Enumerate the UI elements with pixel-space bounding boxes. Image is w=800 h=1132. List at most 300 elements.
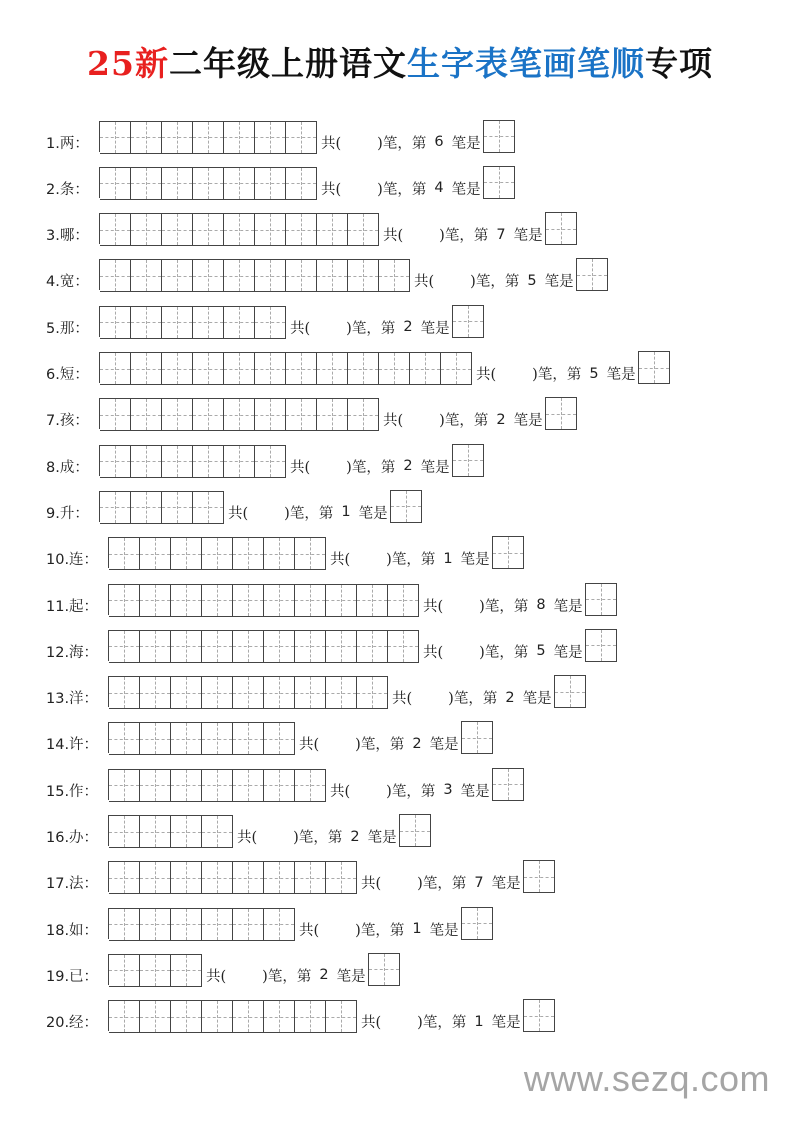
stroke-question (383, 409, 543, 430)
tian-grid-cell[interactable] (326, 861, 357, 894)
tian-grid-cell[interactable] (171, 537, 202, 570)
stroke-suffix: 笔是 (513, 413, 543, 430)
tian-grid-cell[interactable] (326, 676, 357, 709)
tian-grid-cell[interactable] (131, 445, 162, 478)
stroke-number: 7 (474, 874, 484, 891)
tian-grid-cell[interactable] (171, 722, 202, 755)
tian-grid-cell[interactable] (483, 120, 515, 153)
stroke-answer-box[interactable] (576, 258, 608, 291)
stroke-writing-grid (99, 306, 286, 337)
stroke-writing-grid (108, 584, 419, 615)
tian-grid-cell[interactable] (545, 397, 577, 430)
stroke-writing-grid (108, 908, 295, 939)
total-suffix: )笔，第 (284, 505, 334, 522)
stroke-writing-grid (108, 954, 202, 985)
question-row (46, 768, 524, 800)
question-row (46, 213, 577, 245)
tian-grid-cell[interactable] (131, 352, 162, 385)
total-suffix: )笔，第 (262, 968, 312, 985)
tian-grid-cell[interactable] (317, 213, 348, 246)
question-row (46, 166, 515, 198)
tian-grid-cell[interactable] (193, 213, 224, 246)
total-prefix: 共( (383, 228, 404, 245)
tian-grid-cell[interactable] (348, 352, 379, 385)
stroke-writing-grid (99, 167, 317, 198)
tian-grid-cell[interactable] (131, 306, 162, 339)
question-label: 17.法： (46, 876, 99, 893)
tian-grid-cell[interactable] (379, 352, 410, 385)
title-grade: 二年级上册语文 (168, 44, 407, 83)
tian-grid-cell[interactable] (399, 814, 431, 847)
tian-grid-cell[interactable] (100, 121, 131, 154)
tian-grid-cell[interactable] (100, 167, 131, 200)
tian-grid-cell[interactable] (140, 537, 171, 570)
tian-grid-cell[interactable] (171, 815, 202, 848)
question-label: 20.经： (46, 1015, 99, 1032)
tian-grid-cell[interactable] (264, 908, 295, 941)
question-label: 5.那： (46, 320, 89, 337)
tian-grid-cell[interactable] (545, 212, 577, 245)
tian-grid-cell[interactable] (202, 537, 233, 570)
tian-grid-cell[interactable] (224, 259, 255, 292)
tian-grid-cell[interactable] (202, 722, 233, 755)
total-prefix: 共( (330, 783, 351, 800)
tian-grid-cell[interactable] (233, 722, 264, 755)
total-prefix: 共( (361, 876, 382, 893)
tian-grid-cell[interactable] (224, 352, 255, 385)
stroke-question (321, 178, 481, 199)
tian-grid-cell[interactable] (286, 121, 317, 154)
question-label: 12.海： (46, 644, 99, 661)
stroke-answer-box[interactable] (399, 814, 431, 847)
tian-grid-cell[interactable] (255, 306, 286, 339)
stroke-question (361, 872, 521, 893)
tian-grid-cell[interactable] (452, 444, 484, 477)
tian-grid-cell[interactable] (171, 676, 202, 709)
stroke-number: 3 (443, 782, 453, 799)
total-suffix: )笔，第 (479, 644, 529, 661)
tian-grid-cell[interactable] (255, 352, 286, 385)
total-suffix: )笔，第 (470, 274, 520, 291)
tian-grid-cell[interactable] (109, 861, 140, 894)
tian-grid-cell[interactable] (368, 953, 400, 986)
tian-grid-cell[interactable] (326, 1000, 357, 1033)
tian-grid-cell[interactable] (131, 259, 162, 292)
stroke-answer-box[interactable] (585, 629, 617, 662)
stroke-number: 1 (341, 504, 351, 521)
tian-grid-cell[interactable] (140, 1000, 171, 1033)
tian-grid-cell[interactable] (162, 306, 193, 339)
tian-grid-cell[interactable] (255, 167, 286, 200)
stroke-question (299, 733, 459, 754)
tian-grid-cell[interactable] (100, 352, 131, 385)
question-label: 11.起： (46, 598, 99, 615)
stroke-writing-grid (108, 676, 388, 707)
tian-grid-cell[interactable] (295, 676, 326, 709)
tian-grid-cell[interactable] (162, 167, 193, 200)
tian-grid-cell[interactable] (131, 213, 162, 246)
stroke-question (299, 919, 459, 940)
tian-grid-cell[interactable] (264, 769, 295, 802)
tian-grid-cell[interactable] (638, 351, 670, 384)
stroke-answer-box[interactable] (452, 305, 484, 338)
tian-grid-cell[interactable] (109, 769, 140, 802)
question-label: 6.短： (46, 367, 89, 383)
tian-grid-cell[interactable] (233, 861, 264, 894)
tian-grid-cell[interactable] (140, 908, 171, 941)
tian-grid-cell[interactable] (202, 908, 233, 941)
tian-grid-cell[interactable] (131, 167, 162, 200)
tian-grid-cell[interactable] (100, 491, 131, 524)
tian-grid-cell[interactable] (233, 676, 264, 709)
tian-grid-cell[interactable] (131, 121, 162, 154)
tian-grid-cell[interactable] (171, 861, 202, 894)
stroke-number: 1 (474, 1013, 484, 1030)
tian-grid-cell[interactable] (461, 907, 493, 940)
total-prefix: 共( (423, 598, 444, 615)
question-row (46, 259, 608, 291)
tian-grid-cell[interactable] (233, 584, 264, 617)
tian-grid-cell[interactable] (131, 491, 162, 524)
tian-grid-cell[interactable] (264, 1000, 295, 1033)
question-row (46, 583, 617, 615)
question-label: 13.洋： (46, 691, 99, 708)
tian-grid-cell[interactable] (483, 166, 515, 199)
total-suffix: )笔，第 (439, 228, 489, 245)
stroke-question (290, 456, 450, 477)
total-prefix: 共( (423, 644, 444, 661)
stroke-number: 5 (527, 272, 537, 289)
tian-grid-cell[interactable] (348, 398, 379, 431)
total-suffix: )笔，第 (355, 922, 405, 939)
tian-grid-cell[interactable] (171, 584, 202, 617)
stroke-answer-box[interactable] (368, 953, 400, 986)
tian-grid-cell[interactable] (255, 398, 286, 431)
tian-grid-cell[interactable] (193, 352, 224, 385)
stroke-number: 5 (589, 365, 599, 382)
tian-grid-cell[interactable] (224, 306, 255, 339)
stroke-question (330, 780, 490, 801)
question-row (46, 1000, 555, 1032)
tian-grid-cell[interactable] (264, 861, 295, 894)
question-label: 16.办： (46, 830, 99, 846)
tian-grid-cell[interactable] (162, 352, 193, 385)
tian-grid-cell[interactable] (286, 213, 317, 246)
stroke-writing-grid (108, 815, 233, 846)
tian-grid-cell[interactable] (109, 537, 140, 570)
question-label: 2.条： (46, 181, 89, 198)
stroke-writing-grid (108, 861, 357, 892)
tian-grid-cell[interactable] (109, 722, 140, 755)
total-suffix: )笔，第 (346, 459, 396, 476)
stroke-answer-box[interactable] (554, 675, 586, 708)
stroke-question (321, 132, 481, 153)
tian-grid-cell[interactable] (452, 305, 484, 338)
tian-grid-cell[interactable] (255, 121, 286, 154)
question-row (46, 120, 515, 152)
tian-grid-cell[interactable] (224, 121, 255, 154)
stroke-suffix: 笔是 (544, 274, 574, 291)
stroke-answer-box[interactable] (452, 444, 484, 477)
tian-grid-cell[interactable] (233, 1000, 264, 1033)
question-row (46, 861, 555, 893)
tian-grid-cell[interactable] (233, 908, 264, 941)
total-suffix: )笔，第 (479, 598, 529, 615)
tian-grid-cell[interactable] (585, 629, 617, 662)
stroke-suffix: 笔是 (553, 598, 583, 615)
tian-grid-cell[interactable] (326, 630, 357, 663)
tian-grid-cell[interactable] (202, 584, 233, 617)
tian-grid-cell[interactable] (461, 721, 493, 754)
tian-grid-cell[interactable] (295, 769, 326, 802)
stroke-suffix: 笔是 (420, 459, 450, 476)
tian-grid-cell[interactable] (379, 259, 410, 292)
tian-grid-cell[interactable] (109, 954, 140, 987)
tian-grid-cell[interactable] (100, 398, 131, 431)
tian-grid-cell[interactable] (162, 121, 193, 154)
question-label: 4.宽： (46, 274, 89, 291)
tian-grid-cell[interactable] (264, 537, 295, 570)
tian-grid-cell[interactable] (523, 999, 555, 1032)
question-label: 3.哪： (46, 228, 89, 245)
stroke-question (290, 317, 450, 338)
tian-grid-cell[interactable] (286, 259, 317, 292)
question-label: 19.已： (46, 968, 99, 985)
tian-grid-cell[interactable] (286, 398, 317, 431)
tian-grid-cell[interactable] (140, 630, 171, 663)
tian-grid-cell[interactable] (388, 630, 419, 663)
tian-grid-cell[interactable] (348, 213, 379, 246)
tian-grid-cell[interactable] (390, 490, 422, 523)
tian-grid-cell[interactable] (286, 352, 317, 385)
title-year: 25新 (87, 44, 169, 83)
tian-grid-cell[interactable] (523, 860, 555, 893)
stroke-writing-grid (108, 769, 326, 800)
tian-grid-cell[interactable] (317, 352, 348, 385)
stroke-number: 2 (403, 458, 413, 475)
tian-grid-cell[interactable] (317, 259, 348, 292)
stroke-number: 7 (496, 226, 506, 243)
tian-grid-cell[interactable] (171, 769, 202, 802)
question-row (46, 444, 484, 476)
stroke-answer-box[interactable] (492, 536, 524, 569)
stroke-suffix: 笔是 (513, 228, 543, 245)
tian-grid-cell[interactable] (162, 398, 193, 431)
tian-grid-cell[interactable] (100, 306, 131, 339)
stroke-question (206, 965, 366, 986)
tian-grid-cell[interactable] (295, 537, 326, 570)
total-suffix: )笔，第 (377, 181, 427, 198)
tian-grid-cell[interactable] (224, 167, 255, 200)
stroke-number: 2 (505, 689, 515, 706)
tian-grid-cell[interactable] (255, 445, 286, 478)
stroke-suffix: 笔是 (491, 1015, 521, 1032)
tian-grid-cell[interactable] (100, 259, 131, 292)
tian-grid-cell[interactable] (224, 398, 255, 431)
stroke-question (330, 548, 490, 569)
tian-grid-cell[interactable] (140, 722, 171, 755)
stroke-answer-box[interactable] (545, 397, 577, 430)
stroke-number: 2 (412, 735, 422, 752)
stroke-number: 1 (412, 921, 422, 938)
tian-grid-cell[interactable] (295, 584, 326, 617)
stroke-writing-grid (99, 398, 379, 429)
stroke-number: 6 (434, 134, 444, 150)
tian-grid-cell[interactable] (171, 630, 202, 663)
tian-grid-cell[interactable] (202, 861, 233, 894)
tian-grid-cell[interactable] (441, 352, 472, 385)
tian-grid-cell[interactable] (171, 1000, 202, 1033)
tian-grid-cell[interactable] (193, 445, 224, 478)
tian-grid-cell[interactable] (286, 167, 317, 200)
question-row (46, 722, 493, 754)
stroke-answer-box[interactable] (585, 583, 617, 616)
stroke-answer-box[interactable] (390, 490, 422, 523)
stroke-suffix: 笔是 (420, 320, 450, 337)
question-label: 7.孩： (46, 413, 89, 430)
tian-grid-cell[interactable] (193, 121, 224, 154)
stroke-answer-box[interactable] (523, 999, 555, 1032)
title-suffix: 专项 (644, 44, 713, 83)
total-suffix: )笔，第 (346, 320, 396, 337)
tian-grid-cell[interactable] (357, 630, 388, 663)
tian-grid-cell[interactable] (162, 445, 193, 478)
tian-grid-cell[interactable] (224, 445, 255, 478)
stroke-answer-box[interactable] (483, 120, 515, 153)
stroke-number: 1 (443, 550, 453, 567)
stroke-answer-box[interactable] (638, 351, 670, 384)
total-suffix: )笔，第 (532, 367, 582, 383)
tian-grid-cell[interactable] (202, 630, 233, 663)
stroke-writing-grid (99, 491, 224, 522)
tian-grid-cell[interactable] (295, 1000, 326, 1033)
tian-grid-cell[interactable] (131, 398, 162, 431)
stroke-suffix: 笔是 (522, 691, 552, 708)
tian-grid-cell[interactable] (295, 630, 326, 663)
stroke-writing-grid (108, 630, 419, 661)
total-prefix: 共( (290, 320, 311, 337)
stroke-suffix: 笔是 (460, 552, 490, 569)
tian-grid-cell[interactable] (162, 491, 193, 524)
tian-grid-cell[interactable] (100, 445, 131, 478)
stroke-suffix: 笔是 (367, 830, 397, 846)
stroke-answer-box[interactable] (492, 768, 524, 801)
tian-grid-cell[interactable] (255, 259, 286, 292)
stroke-answer-box[interactable] (545, 212, 577, 245)
question-row (46, 537, 524, 569)
tian-grid-cell[interactable] (264, 584, 295, 617)
tian-grid-cell[interactable] (162, 259, 193, 292)
tian-grid-cell[interactable] (100, 213, 131, 246)
tian-grid-cell[interactable] (109, 630, 140, 663)
tian-grid-cell[interactable] (202, 769, 233, 802)
tian-grid-cell[interactable] (109, 815, 140, 848)
tian-grid-cell[interactable] (233, 630, 264, 663)
total-prefix: 共( (476, 367, 497, 383)
tian-grid-cell[interactable] (264, 676, 295, 709)
tian-grid-cell[interactable] (193, 398, 224, 431)
tian-grid-cell[interactable] (193, 306, 224, 339)
stroke-question (423, 641, 583, 662)
stroke-answer-box[interactable] (483, 166, 515, 199)
stroke-suffix: 笔是 (553, 644, 583, 661)
tian-grid-cell[interactable] (317, 398, 348, 431)
question-row (46, 815, 431, 847)
tian-grid-cell[interactable] (585, 583, 617, 616)
tian-grid-cell[interactable] (264, 722, 295, 755)
stroke-suffix: 笔是 (336, 968, 366, 985)
tian-grid-cell[interactable] (162, 213, 193, 246)
tian-grid-cell[interactable] (326, 584, 357, 617)
total-prefix: 共( (237, 830, 258, 846)
tian-grid-cell[interactable] (109, 676, 140, 709)
tian-grid-cell[interactable] (576, 258, 608, 291)
tian-grid-cell[interactable] (492, 536, 524, 569)
question-label: 9.升： (46, 505, 89, 522)
tian-grid-cell[interactable] (171, 908, 202, 941)
tian-grid-cell[interactable] (171, 954, 202, 987)
tian-grid-cell[interactable] (202, 676, 233, 709)
total-prefix: 共( (414, 274, 435, 291)
tian-grid-cell[interactable] (193, 259, 224, 292)
total-prefix: 共( (361, 1015, 382, 1032)
stroke-number: 2 (350, 828, 360, 845)
tian-grid-cell[interactable] (357, 584, 388, 617)
stroke-answer-box[interactable] (461, 907, 493, 940)
stroke-suffix: 笔是 (460, 783, 490, 800)
tian-grid-cell[interactable] (109, 908, 140, 941)
tian-grid-cell[interactable] (109, 584, 140, 617)
tian-grid-cell[interactable] (233, 769, 264, 802)
stroke-question (361, 1011, 521, 1032)
tian-grid-cell[interactable] (193, 167, 224, 200)
tian-grid-cell[interactable] (140, 861, 171, 894)
tian-grid-cell[interactable] (140, 584, 171, 617)
tian-grid-cell[interactable] (140, 954, 171, 987)
tian-grid-cell[interactable] (140, 676, 171, 709)
stroke-number: 5 (536, 643, 546, 660)
stroke-answer-box[interactable] (523, 860, 555, 893)
tian-grid-cell[interactable] (388, 584, 419, 617)
tian-grid-cell[interactable] (295, 861, 326, 894)
tian-grid-cell[interactable] (202, 1000, 233, 1033)
tian-grid-cell[interactable] (233, 537, 264, 570)
tian-grid-cell[interactable] (554, 675, 586, 708)
tian-grid-cell[interactable] (492, 768, 524, 801)
tian-grid-cell[interactable] (410, 352, 441, 385)
tian-grid-cell[interactable] (348, 259, 379, 292)
total-suffix: )笔，第 (448, 691, 498, 708)
stroke-number: 2 (319, 967, 329, 984)
stroke-answer-box[interactable] (461, 721, 493, 754)
question-row (46, 305, 484, 337)
stroke-question (237, 826, 397, 847)
tian-grid-cell[interactable] (224, 213, 255, 246)
tian-grid-cell[interactable] (357, 676, 388, 709)
question-row (46, 352, 670, 384)
tian-grid-cell[interactable] (140, 815, 171, 848)
tian-grid-cell[interactable] (140, 769, 171, 802)
stroke-suffix: 笔是 (429, 737, 459, 754)
stroke-suffix: 笔是 (451, 135, 481, 152)
tian-grid-cell[interactable] (193, 491, 224, 524)
tian-grid-cell[interactable] (202, 815, 233, 848)
stroke-question (423, 595, 583, 616)
tian-grid-cell[interactable] (255, 213, 286, 246)
tian-grid-cell[interactable] (264, 630, 295, 663)
total-suffix: )笔，第 (417, 876, 467, 893)
tian-grid-cell[interactable] (109, 1000, 140, 1033)
